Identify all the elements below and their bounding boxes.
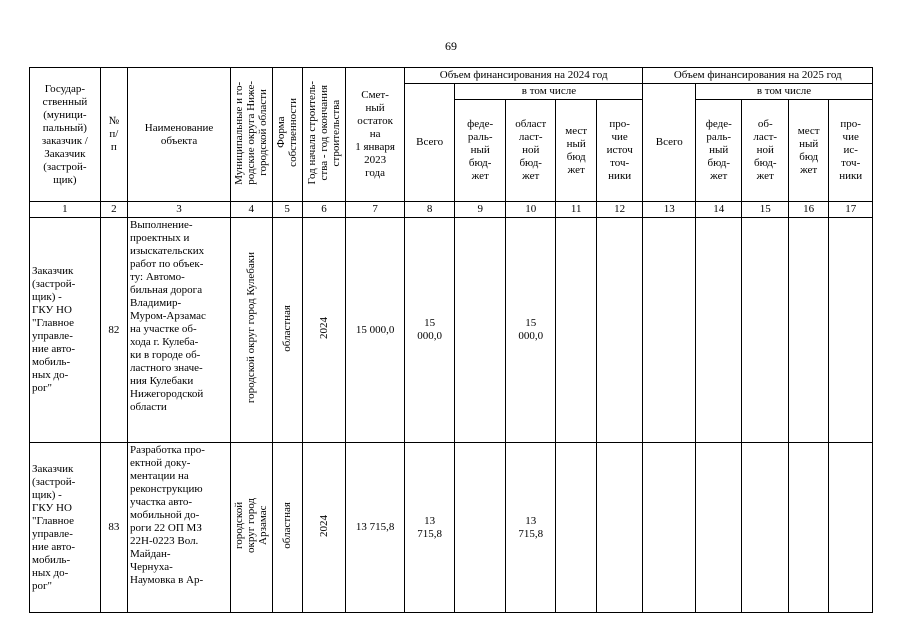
cell-regional-2025	[742, 443, 788, 613]
header-other-2025: про- чие ис- точ- ники	[829, 100, 873, 202]
col-number: 12	[596, 202, 643, 218]
cell-ownership: областная	[272, 218, 302, 443]
cell-other-2024	[596, 443, 643, 613]
header-other-2024: про- чие источ точ- ники	[596, 100, 643, 202]
header-total-2024: Всего	[404, 84, 455, 202]
cell-total-2025	[643, 218, 696, 443]
header-years: Год начала строитель- ства - год окончания строительства	[302, 68, 345, 202]
cell-local-2025	[788, 443, 828, 613]
cell-number: 83	[100, 443, 127, 613]
cell-local-2025	[788, 218, 828, 443]
col-number: 1	[30, 202, 101, 218]
header-federal-2024: феде- раль- ный бюд- жет	[455, 100, 506, 202]
header-customer: Государ- ственный (муници- пальный) заказчик / Заказчик (застрой- щик)	[30, 68, 101, 202]
table-row	[30, 443, 873, 613]
col-number: 6	[302, 202, 345, 218]
page-number: 69	[445, 39, 457, 53]
cell-number: 82	[100, 218, 127, 443]
cell-regional-2025	[742, 218, 788, 443]
cell-federal-2025	[696, 443, 742, 613]
header-including-2024: в том числе	[455, 84, 643, 100]
cell-other-2025	[829, 443, 873, 613]
cell-regional-2024: 15 000,0	[505, 218, 556, 443]
col-number: 8	[404, 202, 455, 218]
cell-years: 2024	[302, 218, 345, 443]
col-number: 5	[272, 202, 302, 218]
cell-customer: Заказчик (застрой- щик) - ГКУ НО "Главное управле- ние авто- мобиль- ных до- рог"	[30, 443, 101, 613]
header-fin-2025: Объем финансирования на 2025 год	[643, 68, 873, 84]
header-number: № п/ п	[100, 68, 127, 202]
cell-local-2024	[556, 218, 596, 443]
cell-remainder: 13 715,8	[346, 443, 405, 613]
cell-federal-2025	[696, 218, 742, 443]
col-number: 11	[556, 202, 596, 218]
cell-ownership: областная	[272, 443, 302, 613]
col-number: 3	[128, 202, 231, 218]
col-number: 2	[100, 202, 127, 218]
column-numbers-row	[30, 202, 873, 218]
header-fin-2024: Объем финансирования на 2024 год	[404, 68, 643, 84]
cell-regional-2024: 13 715,8	[505, 443, 556, 613]
header-local-2025: мест ный бюд жет	[788, 100, 828, 202]
cell-federal-2024	[455, 443, 506, 613]
cell-remainder: 15 000,0	[346, 218, 405, 443]
col-number: 7	[346, 202, 405, 218]
col-number: 4	[231, 202, 272, 218]
cell-total-2025	[643, 443, 696, 613]
header-regional-2024: област ласт- ной бюд- жет	[505, 100, 556, 202]
col-number: 17	[829, 202, 873, 218]
header-district: Муниципальные и го- родские округа Ниже- городской области	[231, 68, 272, 202]
table-row	[30, 218, 873, 443]
header-remainder: Смет- ный остаток на 1 января 2023 года	[346, 68, 405, 202]
cell-local-2024	[556, 443, 596, 613]
cell-total-2024: 15 000,0	[404, 218, 455, 443]
col-number: 14	[696, 202, 742, 218]
header-object-name: Наименование объекта	[128, 68, 231, 202]
cell-object-name: Разработка про- ектной доку- ментации на реконструкцию участка авто- мобильной до- роги 22 ОП МЗ 22Н-0223 Вол. Майдан- Чернуха- Наумовка в Ар-	[128, 443, 231, 613]
col-number: 15	[742, 202, 788, 218]
cell-federal-2024	[455, 218, 506, 443]
cell-other-2025	[829, 218, 873, 443]
header-total-2025: Всего	[643, 84, 696, 202]
col-number: 9	[455, 202, 506, 218]
cell-other-2024	[596, 218, 643, 443]
cell-customer: Заказчик (застрой- щик) - ГКУ НО "Главное управле- ние авто- мобиль- ных до- рог"	[30, 218, 101, 443]
header-federal-2025: феде- раль- ный бюд- жет	[696, 100, 742, 202]
header-including-2025: в том числе	[696, 84, 873, 100]
cell-years: 2024	[302, 443, 345, 613]
cell-object-name: Выполнение- проектных и изыскательских работ по объек- ту: Автомо- бильная дорога Владимир- Муром-Арзамас на участке об- хода г. Кулеба- ки в городе об- ластного значе- ния Кулебаки Нижегородской области	[128, 218, 231, 443]
col-number: 13	[643, 202, 696, 218]
cell-district: городской округ город Кулебаки	[231, 218, 272, 443]
header-local-2024: мест ный бюд жет	[556, 100, 596, 202]
cell-district: городской округ город Арзамас	[231, 443, 272, 613]
header-ownership: Форма собственности	[272, 68, 302, 202]
header-regional-2025: об- ласт- ной бюд- жет	[742, 100, 788, 202]
col-number: 10	[505, 202, 556, 218]
cell-total-2024: 13 715,8	[404, 443, 455, 613]
financing-table	[29, 67, 873, 613]
col-number: 16	[788, 202, 828, 218]
